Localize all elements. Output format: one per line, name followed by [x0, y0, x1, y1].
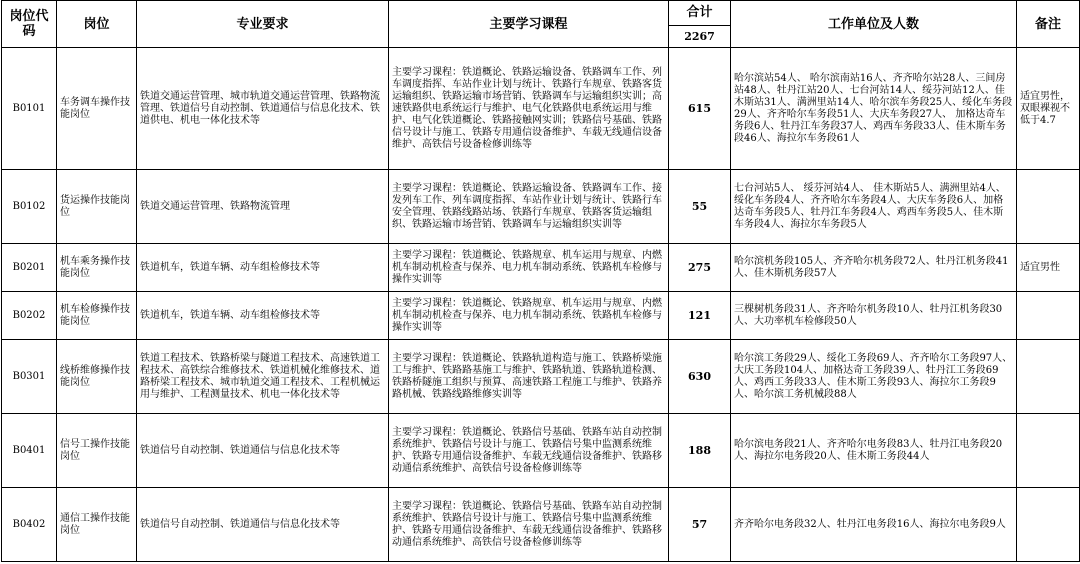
- row-remarks: [1017, 340, 1080, 414]
- row-major: 铁道机车，铁道车辆、动车组检修技术等: [137, 292, 389, 340]
- row-code: B0401: [2, 414, 57, 488]
- row-remarks: 适宜男性: [1017, 244, 1080, 292]
- table-row: [2, 340, 1080, 414]
- row-position: 信号工操作技能岗位: [57, 414, 137, 488]
- row-courses: 主要学习课程：铁道概论、铁路信号基础、铁路车站自动控制系统维护、铁路信号设计与施工、铁路信号集中监测系统维护、铁路专用通信设备维护、车载无线通信设备维护、铁路移动通信系统维护、高铁信号设备检修训练等: [389, 488, 669, 562]
- row-position: 机车检修操作技能岗位: [57, 292, 137, 340]
- row-code: B0201: [2, 244, 57, 292]
- row-major: 铁道交通运营管理、城市轨道交通运营管理、铁路物流管理、铁道信号自动控制、铁道通信与信息化技术、铁道供电、机电一体化技术等: [137, 48, 389, 170]
- row-major: 铁道信号自动控制、铁道通信与信息化技术等: [137, 488, 389, 562]
- row-units: 哈尔滨机务段105人、齐齐哈尔机务段72人、牡丹江机务段41人、佳木斯机务段57人: [731, 244, 1017, 292]
- row-units: 哈尔滨电务段21人、齐齐哈尔电务段83人、牡丹江电务段20人、海拉尔电务段20人、佳木斯工务段44人: [731, 414, 1017, 488]
- table-row: [2, 414, 1080, 488]
- row-units: 哈尔滨工务段29人、绥化工务段69人、齐齐哈尔工务段97人、大庆工务段104人、加格达奇工务段39人、牡丹江工务段69人、鸡西工务段33人、佳木斯工务段93人、海拉尔工务段9人、哈尔滨工务机械段88人: [731, 340, 1017, 414]
- row-courses: 主要学习课程：铁道概论、铁路运输设备、铁路调车工作、列车调度指挥、车站作业计划与统计、铁路行车规章、铁路客货运输组织、铁路运输市场营销、铁路调车与运输组织实训；高速铁路供电系统运行与维护、电气化铁路供电系统运用与维护、电气化铁道概论、铁路接触网实训；铁路信号基础、铁路信号设计与施工、铁路专用通信设备维护、车载无线通信设备维护、高铁信号设备检修训练等: [389, 48, 669, 170]
- row-major: 铁道工程技术、铁路桥梁与隧道工程技术、高速铁道工程技术、高铁综合维修技术、铁道机械化维修技术、道路桥梁工程技术、城市轨道交通工程技术、工程机械运用与维护、工程测量技术、机电一体化技术等: [137, 340, 389, 414]
- row-remarks: [1017, 292, 1080, 340]
- table-row: [2, 244, 1080, 292]
- row-courses: 主要学习课程：铁道概论、铁路规章、机车运用与规章、内燃机车制动机检查与保养、电力机车制动系统、铁路机车检修与操作实训等: [389, 244, 669, 292]
- row-code: B0402: [2, 488, 57, 562]
- row-courses: 主要学习课程：铁道概论、铁路运输设备、铁路调车工作、接发列车工作、列车调度指挥、车站作业计划与统计、铁路行车安全管理、铁路线路站场、铁路行车规章、铁路客货运输组织、铁路运输市场营销、铁路调车与运输组织实训等: [389, 170, 669, 244]
- row-position: 机车乘务操作技能岗位: [57, 244, 137, 292]
- row-count: 55: [669, 170, 731, 244]
- table-row: [2, 292, 1080, 340]
- header-total-value: 2267: [669, 25, 731, 47]
- row-remarks: [1017, 488, 1080, 562]
- row-major: 铁道信号自动控制、铁道通信与信息化技术等: [137, 414, 389, 488]
- table-row: [2, 170, 1080, 244]
- row-count: 630: [669, 340, 731, 414]
- header-major: 专业要求: [137, 1, 389, 48]
- row-position: 线桥维修操作技能岗位: [57, 340, 137, 414]
- row-code: B0202: [2, 292, 57, 340]
- row-count: 275: [669, 244, 731, 292]
- row-code: B0301: [2, 340, 57, 414]
- row-code: B0101: [2, 48, 57, 170]
- row-units: 齐齐哈尔电务段32人、牡丹江电务段16人、海拉尔电务段9人: [731, 488, 1017, 562]
- row-major: 铁道交通运营管理、铁路物流管理: [137, 170, 389, 244]
- row-remarks: 适宜男性，双眼裸视不低于4.7: [1017, 48, 1080, 170]
- row-courses: 主要学习课程：铁道概论、铁路规章、机车运用与规章、内燃机车制动机检查与保养、电力机车制动系统、铁路机车检修与操作实训等: [389, 292, 669, 340]
- row-position: 货运操作技能岗位: [57, 170, 137, 244]
- row-units: 哈尔滨站54人、 哈尔滨南站16人、齐齐哈尔站28人、三间房站48人、牡丹江站20人、七台河站14人、绥芬河站12人、佳木斯站31人、满洲里站14人、哈尔滨车务段25人、绥化车务段29人、齐齐哈尔车务段51人、大庆车务段27人、 加格达奇车务段6人、牡丹江车务段37人、鸡西车务段33人、佳木斯车务段46人、海拉尔车务段61人: [731, 48, 1017, 170]
- header-total-label: 合计: [669, 1, 731, 26]
- row-position: 车务调车操作技能岗位: [57, 48, 137, 170]
- row-code: B0102: [2, 170, 57, 244]
- row-courses: 主要学习课程：铁道概论、铁路轨道构造与施工、铁路桥梁施工与维护、铁路路基施工与维护、铁路轨道、铁路轨道检测、铁路桥隧施工组织与预算、高速铁路工程施工与维护、铁路养路机械、铁路线路维修实训等: [389, 340, 669, 414]
- row-count: 188: [669, 414, 731, 488]
- header-remarks: 备注: [1017, 1, 1080, 48]
- row-units: 三棵树机务段31人、齐齐哈尔机务段10人、牡丹江机务段30人、大功率机车检修段50人: [731, 292, 1017, 340]
- row-courses: 主要学习课程：铁道概论、铁路信号基础、铁路车站自动控制系统维护、铁路信号设计与施工、铁路信号集中监测系统维护、铁路专用通信设备维护、车载无线通信设备维护、铁路移动通信系统维护、高铁信号设备检修训练等: [389, 414, 669, 488]
- row-units: 七台河站5人、 绥芬河站4人、 佳木斯站5人、满洲里站4人、绥化车务段4人、齐齐哈尔车务段4人、大庆车务段6人、加格达奇车务段5人、牡丹江车务段4人、鸡西车务段5人、佳木斯车务段4人、海拉尔车务段5人: [731, 170, 1017, 244]
- row-major: 铁道机车，铁道车辆、动车组检修技术等: [137, 244, 389, 292]
- header-courses: 主要学习课程: [389, 1, 669, 48]
- row-remarks: [1017, 414, 1080, 488]
- row-count: 121: [669, 292, 731, 340]
- table-row: [2, 48, 1080, 170]
- row-count: 57: [669, 488, 731, 562]
- table-row: [2, 488, 1080, 562]
- row-remarks: [1017, 170, 1080, 244]
- header-position: 岗位: [57, 1, 137, 48]
- row-count: 615: [669, 48, 731, 170]
- header-units: 工作单位及人数: [731, 1, 1017, 48]
- header-code: 岗位代码: [2, 1, 57, 48]
- recruitment-table: [1, 0, 1080, 562]
- row-position: 通信工操作技能岗位: [57, 488, 137, 562]
